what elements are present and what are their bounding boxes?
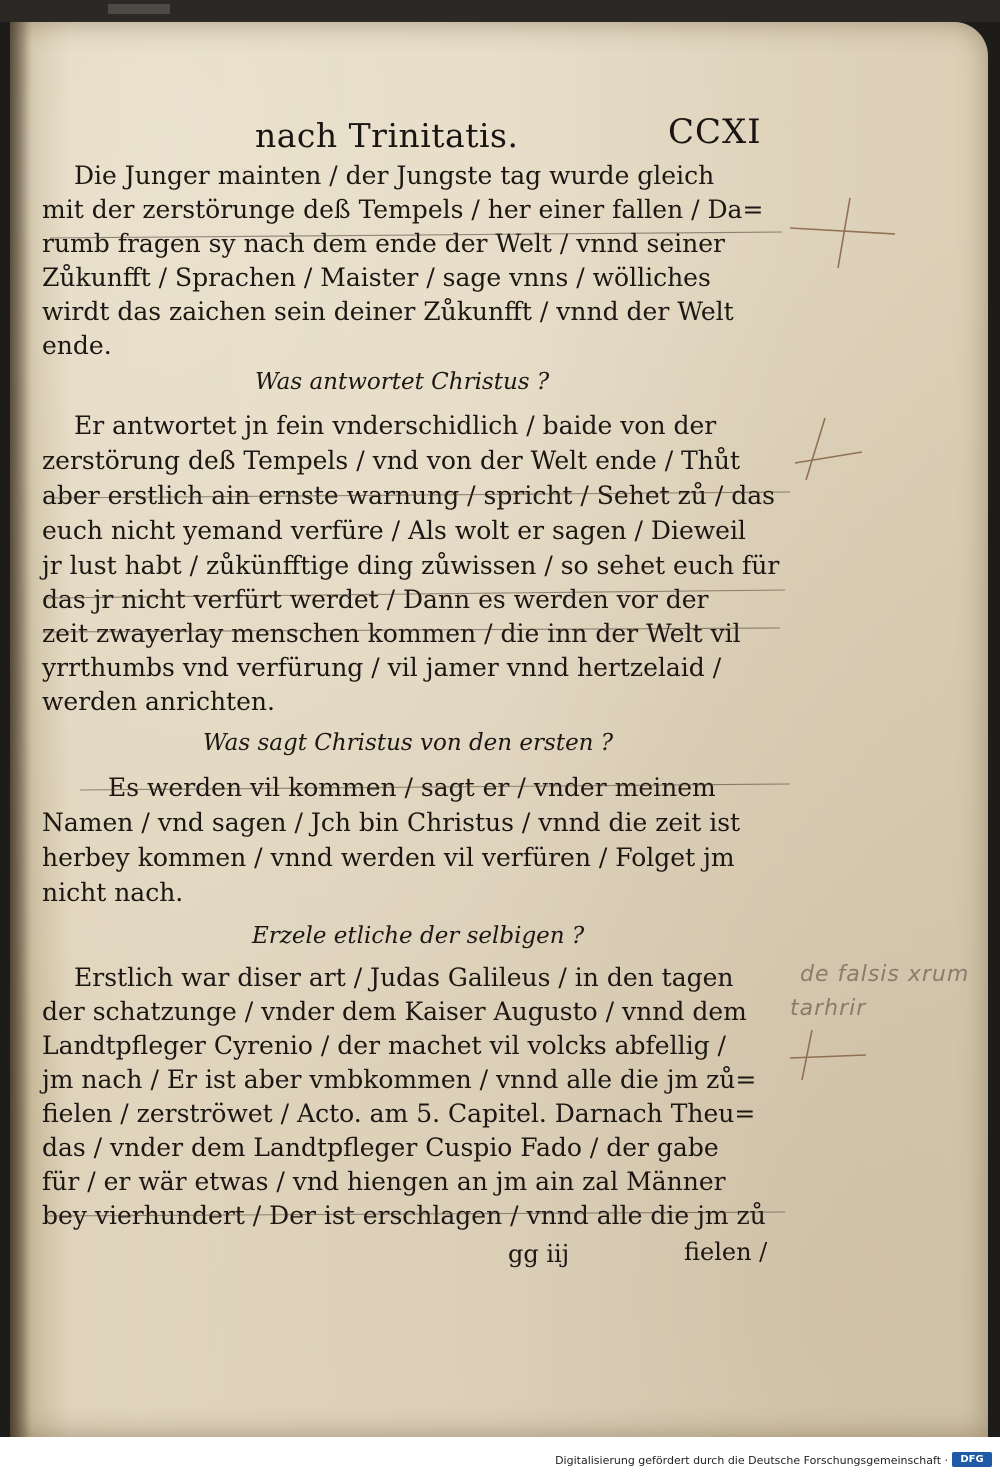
text-line: jm nach / Er ist aber vmbkommen / vnnd alle die jm zů= (42, 1065, 757, 1094)
text-line: jr lust habt / zůkünfftige ding zůwissen / so sehet euch für (42, 551, 780, 580)
text-line: Zůkunfft / Sprachen / Maister / sage vnns / wölliches (42, 263, 711, 292)
text-line: Er antwortet jn fein vnderschidlich / baide von der (74, 411, 717, 440)
text-line: für / er wär etwas / vnd hiengen an jm ain zal Männer (42, 1167, 726, 1196)
underline-stroke (45, 628, 780, 632)
underline-stroke (50, 492, 790, 498)
margin-stroke (838, 198, 850, 268)
signature-mark: gg iij (508, 1240, 570, 1268)
text-line: bey vierhundert / Der ist erschlagen / vnnd alle die jm zů (42, 1201, 766, 1230)
text-line: fielen / zerströwet / Acto. am 5. Capitel. Darnach Theu= (42, 1099, 756, 1128)
text-line: herbey kommen / vnnd werden vil verfüren / Folget jm (42, 843, 735, 872)
underline-stroke (45, 1212, 785, 1216)
catchword: fielen / (684, 1238, 768, 1266)
text-line: Landtpfleger Cyrenio / der machet vil volcks abfellig / (42, 1031, 726, 1060)
text-line: yrrthumbs vnd verfürung / vil jamer vnnd hertzelaid / (42, 653, 722, 682)
text-line: Es werden vil kommen / sagt er / vnder meinem (108, 773, 716, 802)
text-line: aber erstlich ain ernste warnung / spricht / Sehet zů / das (42, 481, 775, 510)
footer-bar (0, 1437, 1000, 1473)
text-line: euch nicht yemand verfüre / Als wolt er sagen / Dieweil (42, 516, 746, 545)
text-line: rumb fragen sy nach dem ende der Welt / vnnd seiner (42, 229, 725, 258)
running-head: nach Trinitatis. (255, 116, 519, 155)
funding-credit: Digitalisierung gefördert durch die Deutsche Forschungsgemeinschaft · (555, 1454, 948, 1467)
question-heading: Was sagt Christus von den ersten ? (203, 730, 614, 756)
margin-stroke (790, 228, 895, 234)
text-line: zerstörung deß Tempels / vnd von der Welt ende / Thůt (42, 446, 741, 475)
text-line: das jr nicht verfürt werdet / Dann es werden vor der (42, 585, 709, 614)
text-line: nicht nach. (42, 878, 184, 907)
text-line: werden anrichten. (42, 687, 275, 716)
question-heading: Was antwortet Christus ? (255, 369, 550, 395)
text-line: wirdt das zaichen sein deiner Zůkunfft / vnnd der Welt (42, 297, 734, 326)
underline-stroke (50, 232, 782, 238)
margin-stroke (806, 418, 825, 480)
marginal-note: tarhrir (790, 996, 867, 1021)
text-line: ende. (42, 331, 112, 360)
text-line: Erstlich war diser art / Judas Galileus / in den tagen (74, 963, 734, 992)
text-line: mit der zerstörunge deß Tempels / her einer fallen / Da= (42, 195, 764, 224)
text-line: Namen / vnd sagen / Jch bin Christus / vnnd die zeit ist (42, 808, 741, 837)
text-line: das / vnder dem Landtpfleger Cuspio Fado / der gabe (42, 1133, 719, 1162)
folio-number: CCXI (668, 112, 762, 152)
text-line: der schatzunge / vnder dem Kaiser Augusto / vnnd dem (42, 997, 747, 1026)
margin-stroke (795, 452, 862, 463)
underline-stroke (80, 784, 790, 790)
text-line: zeit zwayerlay menschen kommen / die inn der Welt vil (42, 619, 741, 648)
underline-stroke (45, 590, 785, 598)
margin-stroke (802, 1030, 812, 1080)
question-heading: Erzele etliche der selbigen ? (252, 923, 585, 949)
dfg-logo-icon: DFG (952, 1452, 992, 1467)
text-line: Die Junger mainten / der Jungste tag wurde gleich (74, 161, 715, 190)
margin-stroke (790, 1055, 866, 1058)
marginal-note: de falsis xrum (800, 962, 970, 987)
